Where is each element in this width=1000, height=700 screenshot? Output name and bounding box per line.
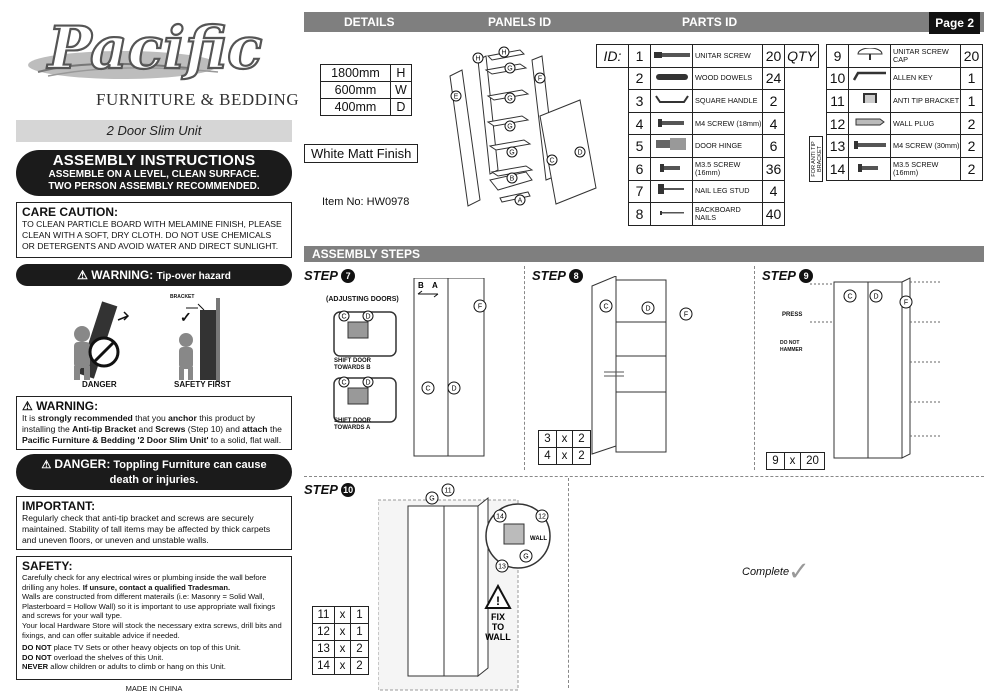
assembly-steps-label: ASSEMBLY STEPS	[312, 247, 421, 261]
svg-text:D: D	[451, 385, 457, 393]
made-in: MADE IN CHINA	[125, 684, 183, 693]
parts-row: 6 M3.5 SCREW (16mm) 36	[597, 157, 819, 180]
danger-bold: DANGER:	[54, 457, 111, 471]
safety-first-caption: SAFETY FIRST	[174, 380, 231, 389]
dim-row-depth: 400mm D	[321, 99, 412, 116]
step-divider	[754, 266, 755, 470]
panel-label	[451, 91, 461, 101]
panel-label	[473, 53, 483, 63]
screw-icon	[652, 163, 692, 173]
care-heading: CARE CAUTION:	[22, 205, 118, 219]
svg-text:C: C	[425, 385, 431, 393]
product-name: 2 Door Slim Unit	[16, 120, 292, 142]
parts-table-left	[596, 44, 819, 226]
bracket-caption: BRACKET	[170, 294, 195, 300]
step-9-qty-table	[766, 452, 825, 470]
parts-row: 14 M3.5 SCREW (16mm) 2	[827, 157, 983, 180]
details-header: DETAILS	[344, 15, 395, 29]
svg-text:G: G	[429, 495, 435, 503]
parts-row: 9 UNITAR SCREW CAP 20	[827, 45, 983, 68]
parts-row: 7 NAIL LEG STUD 4	[597, 180, 819, 203]
warning-box	[16, 396, 292, 450]
step-10-label: STEP 10	[304, 482, 354, 497]
svg-text:F: F	[477, 303, 483, 311]
safety-text-1: Carefully check for any electrical wires or plumbing inside the wall before drilling any holes. If unsure, contact a qualified Tradesman.	[22, 573, 267, 592]
panel-label	[507, 173, 517, 183]
tipover-warning-pill	[16, 264, 292, 286]
screw-icon	[850, 163, 890, 173]
panel-label	[339, 311, 349, 321]
step-8-label: STEP 8	[532, 268, 583, 283]
assembly-line-1: ASSEMBLE ON A LEVEL, CLEAN SURFACE.	[48, 169, 260, 180]
panel-label	[600, 300, 612, 312]
finish-label: White Matt Finish	[304, 144, 418, 163]
panel-label	[844, 290, 856, 302]
panel-letter: G	[507, 123, 513, 131]
fix-caption: WALL	[485, 632, 511, 642]
svg-text:D: D	[873, 293, 879, 301]
bracket-icon	[850, 91, 890, 105]
panel-label	[448, 382, 460, 394]
tipover-drawing	[16, 290, 292, 392]
dowel-icon	[652, 72, 692, 82]
step-7-diagram	[320, 278, 520, 468]
screw-icon	[850, 140, 890, 150]
brand-subtitle: FURNITURE & BEDDING	[96, 90, 300, 109]
svg-text:13: 13	[498, 563, 506, 571]
svg-text:C: C	[603, 303, 609, 311]
part-label	[426, 492, 438, 504]
tipover-illustration	[16, 290, 292, 392]
parts-row: 5 DOOR HINGE 6	[597, 135, 819, 158]
danger-rest-2: death or injuries.	[109, 474, 199, 486]
step-divider	[304, 476, 984, 477]
qty-row: 14 x 2	[313, 658, 369, 675]
panel-label	[515, 195, 525, 205]
qty-row: 13 x 2	[313, 641, 369, 658]
panels-exploded-diagram	[440, 40, 600, 210]
hinge-icon	[652, 137, 692, 151]
tipover-rest: Tip-over hazard	[156, 271, 231, 282]
assembly-title: ASSEMBLY INSTRUCTIONS	[52, 152, 256, 169]
important-body: Regularly check that anti-tip bracket and screws are securely maintained. Stability of tall items may be affected by thick carpets and uneven floors, or uneven and unstable walls.	[22, 513, 271, 545]
step-9-label: STEP 9	[762, 268, 813, 283]
fix-caption: TO	[491, 622, 505, 632]
panel-label	[505, 121, 515, 131]
qty-row: 3 x 2	[539, 431, 591, 448]
step-7-label: STEP 7	[304, 268, 355, 283]
screw-icon	[652, 118, 692, 128]
unitar-screw-icon	[652, 50, 692, 60]
parts-row: 12 WALL PLUG 2	[827, 112, 983, 135]
safety-note-3: NEVER allow children or adults to climb or hang on this Unit.	[22, 662, 226, 672]
svg-text:12: 12	[538, 513, 546, 521]
assembly-line-2: TWO PERSON ASSEMBLY RECOMMENDED.	[48, 181, 260, 192]
panel-label	[505, 63, 515, 73]
parts-row: 11 ANTI TIP BRACKET 1	[827, 90, 983, 113]
panel-letter: G	[509, 149, 515, 157]
step-10-qty-table	[312, 606, 369, 675]
step-8-qty-table	[538, 430, 591, 465]
parts-id-label: ID:	[597, 45, 629, 68]
panel-letter: G	[507, 95, 513, 103]
parts-row: ID: 1 UNITAR SCREW 20 QTY	[597, 45, 819, 68]
care-body: TO CLEAN PARTICLE BOARD WITH MELAMINE FINISH, PLEASE CLEAN WITH A SOFT, DRY CLOTH. DO NOT USE CHEMICALS OR DETERGENTS AND AVOID WATER AND DIRECT SUNLIGHT.	[22, 219, 282, 251]
qty-row: 4 x 2	[539, 448, 591, 465]
part-label	[520, 550, 532, 562]
panel-label	[363, 377, 373, 387]
svg-text:14: 14	[496, 513, 504, 521]
panel-label	[900, 296, 912, 308]
panels-id-header: PANELS ID	[488, 15, 552, 29]
step-divider	[524, 266, 525, 470]
fix-caption: FIX	[490, 612, 506, 622]
qty-row: 12 x 1	[313, 624, 369, 641]
safety-text-2: Walls are constructed from different materails (i.e: Masonry = Solid Wall, Plasterboard = Hollow Wall) so it is important to use appropriate wall fixings and screws for your wall type.	[22, 592, 276, 621]
warning-triangle-icon: ⚠	[77, 268, 88, 282]
screw-cap-icon	[850, 48, 890, 60]
safety-heading: SAFETY:	[22, 559, 73, 573]
safety-note-1: DO NOT place TV Sets or other heavy objects on top of this Unit.	[22, 643, 241, 653]
warning-body: It is strongly recommended that you anchor this product by installing the Anti-tip Bracket and Screws (Step 10) and attach the Pacific Furniture & Bedding '2 Door Slim Unit' to a solid, flat wall.	[22, 413, 282, 445]
panel-letter: A	[517, 197, 523, 205]
panel-letter: C	[549, 157, 555, 165]
anti-tip-group-label: FOR ANTI TIP BRACKET	[809, 136, 823, 182]
important-heading: IMPORTANT:	[22, 499, 96, 513]
qty-row: 11 x 1	[313, 607, 369, 624]
parts-row: 4 M4 SCREW (18mm) 4	[597, 112, 819, 135]
parts-row: 10 ALLEN KEY 1	[827, 67, 983, 90]
part-label	[496, 560, 508, 572]
panel-label	[363, 311, 373, 321]
qty-label: QTY	[785, 45, 819, 68]
dim-row-height: 1800mm H	[321, 65, 412, 82]
page-number: Page 2	[929, 12, 980, 34]
danger-icon: ⚠	[41, 459, 52, 471]
dimensions-table	[320, 64, 412, 116]
nail-icon	[652, 208, 692, 218]
shift-towards-b: SHIFT DOOR TOWARDS B	[334, 358, 371, 371]
svg-text:D: D	[365, 313, 371, 321]
direction-b: B	[418, 281, 424, 290]
safety-text-3: Your local Hardware Store will stock the necessary extra screws, drill bits and fixings, and can offer suitable advice if needed.	[22, 620, 282, 640]
handle-icon	[652, 93, 692, 105]
panel-label	[575, 147, 585, 157]
assembly-instructions-banner	[16, 150, 292, 196]
tipover-bold: WARNING:	[91, 268, 154, 282]
leg-stud-icon	[652, 183, 692, 195]
brand-logo	[28, 10, 288, 90]
direction-a: A	[432, 281, 438, 290]
svg-text:✓: ✓	[180, 309, 192, 325]
dim-row-width: 600mm W	[321, 82, 412, 99]
panel-letter: E	[453, 93, 459, 101]
panel-letter: H	[501, 49, 507, 57]
danger-rest-1: Toppling Furniture can cause	[113, 459, 267, 471]
wall-plug-icon	[850, 116, 890, 128]
part-label	[536, 510, 548, 522]
part-label	[442, 484, 454, 496]
care-caution-box	[16, 202, 292, 258]
svg-text:D: D	[365, 379, 371, 387]
allen-key-icon	[850, 70, 890, 82]
panel-label	[422, 382, 434, 394]
svg-text:C: C	[341, 313, 347, 321]
svg-text:F: F	[683, 311, 689, 319]
parts-row: 13 M4 SCREW (30mm) 2	[827, 135, 983, 158]
part-label	[494, 510, 506, 522]
no-hammer-caption: DO NOT HAMMER	[780, 340, 803, 353]
checkmark-icon: ✓	[788, 556, 810, 586]
important-box	[16, 496, 292, 550]
panel-label	[642, 302, 654, 314]
danger-caption: DANGER	[82, 380, 117, 389]
assembly-steps-bar	[304, 246, 984, 262]
svg-text:G: G	[523, 553, 529, 561]
panel-label	[474, 300, 486, 312]
panel-letter: F	[537, 75, 543, 83]
parts-id-header: PARTS ID	[682, 15, 738, 29]
panel-label	[870, 290, 882, 302]
panel-letter: B	[509, 175, 515, 183]
adjusting-doors-caption: (ADJUSTING DOORS)	[326, 296, 399, 303]
danger-banner	[16, 454, 292, 490]
panel-letter: D	[577, 149, 583, 157]
panel-label	[507, 147, 517, 157]
parts-row: 8 BACKBOARD NAILS 40	[597, 203, 819, 226]
step-10-diagram	[378, 480, 568, 692]
parts-row: 3 SQUARE HANDLE 2	[597, 90, 819, 113]
brand-script: Pacific	[48, 14, 263, 82]
panel-letter: G	[507, 65, 513, 73]
qty-row: 9 x 20	[767, 453, 825, 470]
svg-text:F: F	[903, 299, 909, 307]
wall-caption: WALL	[530, 536, 547, 542]
svg-text:C: C	[341, 379, 347, 387]
press-caption: PRESS	[782, 312, 803, 318]
complete-label: Complete	[742, 566, 790, 578]
step-divider	[568, 478, 569, 688]
svg-text:!: !	[496, 594, 500, 608]
item-number: Item No: HW0978	[322, 196, 410, 208]
panel-label	[505, 93, 515, 103]
svg-text:11: 11	[444, 487, 452, 495]
section-header-bar	[304, 12, 984, 32]
shift-towards-a: SHIFT DOOR TOWARDS A	[334, 418, 371, 431]
step-9-diagram	[800, 276, 980, 466]
panel-label	[547, 155, 557, 165]
svg-text:D: D	[645, 305, 651, 313]
parts-table-right	[826, 44, 983, 181]
parts-row: 2 WOOD DOWELS 24	[597, 67, 819, 90]
svg-text:C: C	[847, 293, 853, 301]
panel-label	[499, 47, 509, 57]
warning-icon: ⚠	[22, 399, 33, 413]
panel-letter: H	[475, 55, 481, 63]
safety-box	[16, 556, 292, 680]
panel-label	[339, 377, 349, 387]
panel-label	[680, 308, 692, 320]
panel-label	[535, 73, 545, 83]
safety-note-2: DO NOT overload the shelves of this Unit.	[22, 652, 164, 662]
warning-heading: WARNING:	[36, 399, 99, 413]
step-8-diagram	[580, 276, 700, 456]
